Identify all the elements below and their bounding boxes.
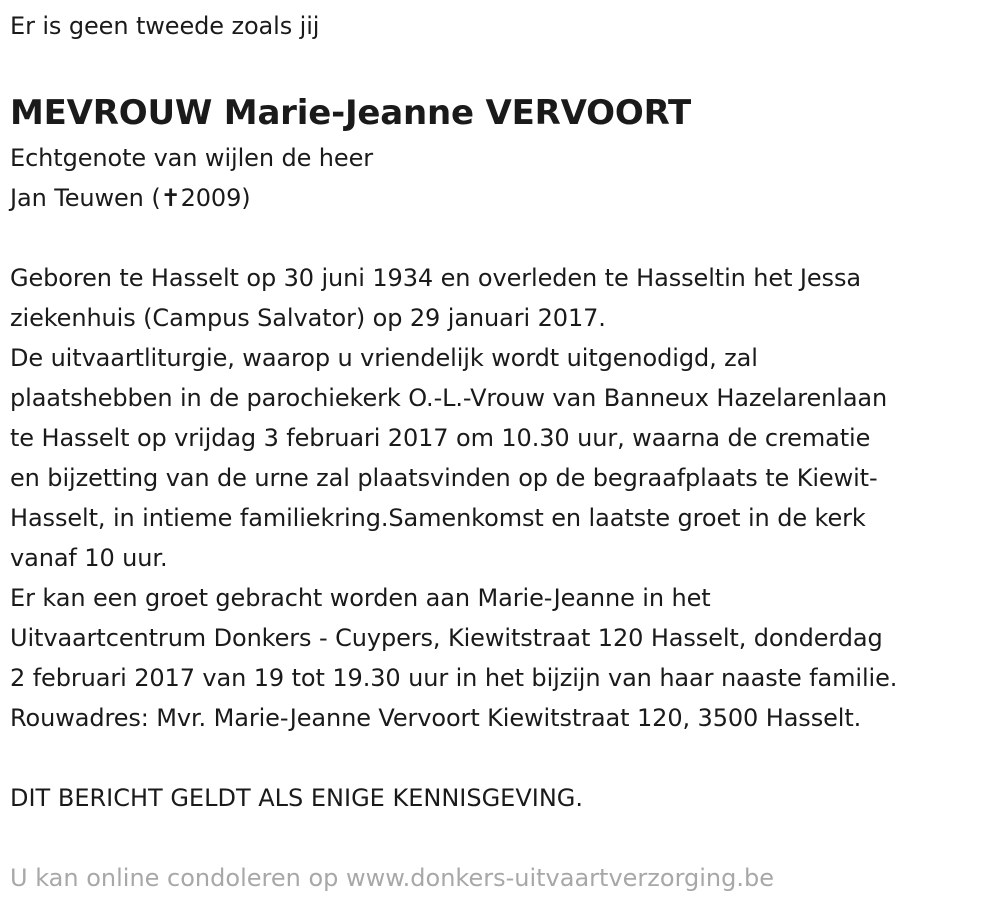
notice-statement: DIT BERICHT GELDT ALS ENIGE KENNISGEVING. (10, 784, 584, 812)
body-line: Er kan een groet gebracht worden aan Marie-Jeanne in het (10, 584, 711, 612)
body-line: Rouwadres: Mvr. Marie-Jeanne Vervoort Kiewitstraat 120, 3500 Hasselt. (10, 704, 862, 732)
body-line: plaatshebben in de parochiekerk O.-L.-Vrouw van Banneux Hazelarenlaan (10, 384, 888, 412)
body-line: 2 februari 2017 van 19 tot 19.30 uur in het bijzijn van haar naaste familie. (10, 664, 898, 692)
body-line: Hasselt, in intieme familiekring.Samenkomst en laatste groet in de kerk (10, 504, 866, 532)
body-line: vanaf 10 uur. (10, 544, 168, 572)
body-line: Uitvaartcentrum Donkers - Cuypers, Kiewitstraat 120 Hasselt, donderdag (10, 624, 883, 652)
spouse-line-2: Jan Teuwen (✝2009) (10, 184, 251, 212)
body-line: en bijzetting van de urne zal plaatsvinden op de begraafplaats te Kiewit- (10, 464, 878, 492)
deceased-name: MEVROUW Marie-Jeanne VERVOORT (10, 93, 692, 133)
obituary-body (10, 258, 990, 738)
online-condolence-text: U kan online condoleren op www.donkers-uitvaartverzorging.be (10, 864, 774, 892)
body-line: Geboren te Hasselt op 30 juni 1934 en overleden te Hasseltin het Jessa (10, 264, 861, 292)
body-line: De uitvaartliturgie, waarop u vriendelijk wordt uitgenodigd, zal (10, 344, 758, 372)
body-line: te Hasselt op vrijdag 3 februari 2017 om 10.30 uur, waarna de crematie (10, 424, 871, 452)
motto: Er is geen tweede zoals jij (10, 12, 320, 40)
body-line: ziekenhuis (Campus Salvator) op 29 januari 2017. (10, 304, 606, 332)
spouse-line-1: Echtgenote van wijlen de heer (10, 144, 374, 172)
spacer (10, 218, 990, 258)
